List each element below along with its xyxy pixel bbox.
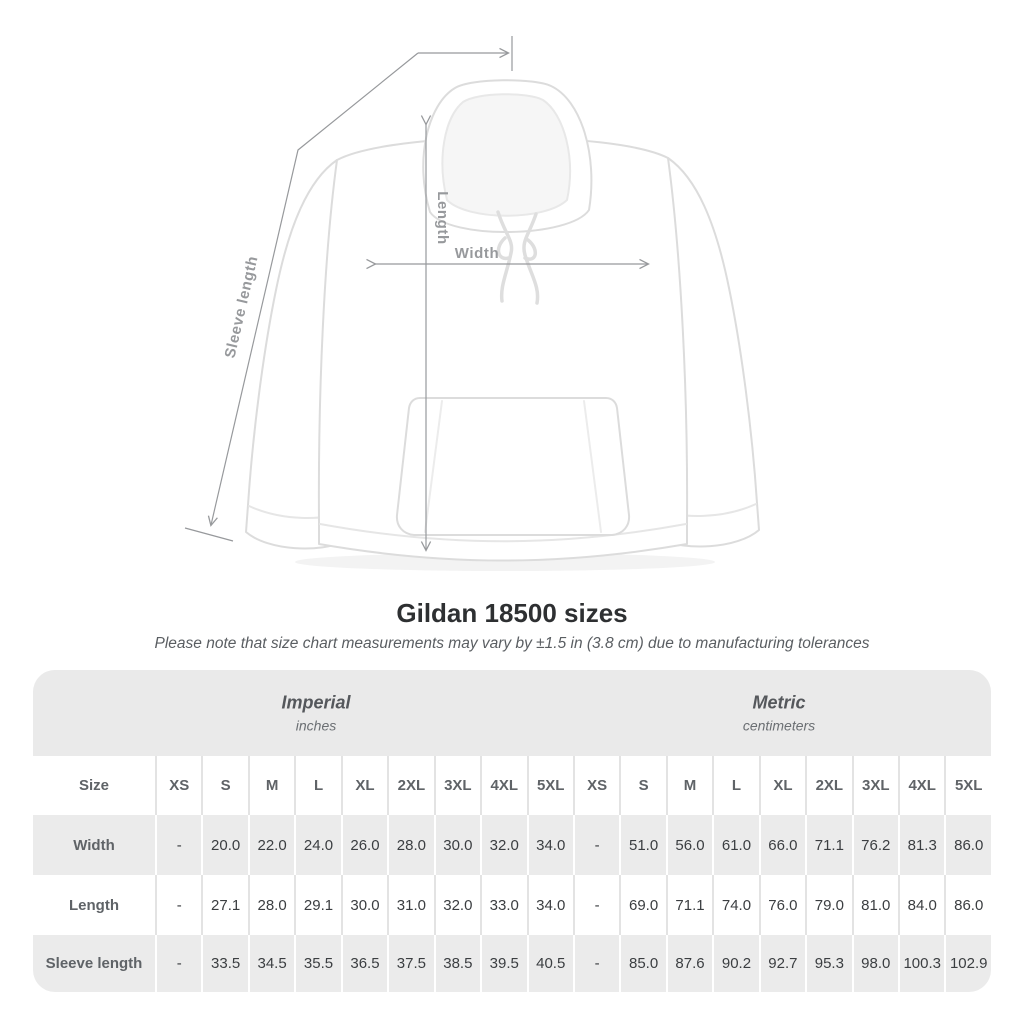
table-cell: 76.0 xyxy=(759,875,805,935)
table-cell: 20.0 xyxy=(201,815,247,875)
size-column-header: XS xyxy=(573,756,619,815)
size-column-header: M xyxy=(248,756,294,815)
table-cell: 26.0 xyxy=(341,815,387,875)
table-cell: 28.0 xyxy=(248,875,294,935)
table-cell: 36.5 xyxy=(341,935,387,992)
size-column-header: 2XL xyxy=(387,756,433,815)
table-cell: 33.0 xyxy=(480,875,526,935)
table-cell: 28.0 xyxy=(387,815,433,875)
sleeve-bottom-tick xyxy=(185,528,233,541)
imperial-header xyxy=(281,693,350,734)
hoodie-garment xyxy=(246,80,759,560)
table-row-sleeve-length xyxy=(33,935,991,992)
table-cell: 38.5 xyxy=(434,935,480,992)
table-row-width xyxy=(33,815,991,875)
table-cell: - xyxy=(155,935,201,992)
size-column-header: L xyxy=(712,756,758,815)
row-label: Sleeve length xyxy=(33,935,155,992)
table-cell: 56.0 xyxy=(666,815,712,875)
table-cell: 86.0 xyxy=(944,875,991,935)
size-column-header: L xyxy=(294,756,340,815)
table-cell: - xyxy=(573,935,619,992)
table-cell: 76.2 xyxy=(852,815,898,875)
size-table xyxy=(33,756,991,992)
table-cell: 22.0 xyxy=(248,815,294,875)
table-cell: 74.0 xyxy=(712,875,758,935)
metric-unit: centimeters xyxy=(742,717,816,734)
table-cell: 87.6 xyxy=(666,935,712,992)
table-cell: 86.0 xyxy=(944,815,991,875)
table-cell: 81.3 xyxy=(898,815,944,875)
size-column-header: S xyxy=(201,756,247,815)
table-cell: 27.1 xyxy=(201,875,247,935)
size-column-header: 4XL xyxy=(480,756,526,815)
table-cell: 35.5 xyxy=(294,935,340,992)
table-cell: 98.0 xyxy=(852,935,898,992)
size-column-header: 2XL xyxy=(805,756,851,815)
table-cell: 90.2 xyxy=(712,935,758,992)
imperial-unit: inches xyxy=(295,717,337,734)
sleeve-length-label: Sleeve length xyxy=(221,254,262,360)
table-cell: 51.0 xyxy=(619,815,665,875)
table-cell: - xyxy=(573,815,619,875)
size-column-header: M xyxy=(666,756,712,815)
table-cell: 37.5 xyxy=(387,935,433,992)
size-column-header: XS xyxy=(155,756,201,815)
table-cell: 85.0 xyxy=(619,935,665,992)
size-column-header: 4XL xyxy=(898,756,944,815)
size-chart xyxy=(33,670,991,992)
table-cell: 34.0 xyxy=(527,815,573,875)
table-row-length xyxy=(33,875,991,935)
size-column-header: 3XL xyxy=(852,756,898,815)
table-cell: 95.3 xyxy=(805,935,851,992)
size-column-header: 5XL xyxy=(944,756,991,815)
table-cell: 31.0 xyxy=(387,875,433,935)
page-subtitle: Please note that size chart measurements may vary by ±1.5 in (3.8 cm) due to manufacturing tolerances xyxy=(154,635,870,652)
width-label: Width xyxy=(454,245,500,262)
unit-header-band xyxy=(33,670,991,756)
table-cell: 29.1 xyxy=(294,875,340,935)
table-cell: 30.0 xyxy=(434,815,480,875)
imperial-label: Imperial xyxy=(281,692,351,713)
table-cell: 102.9 xyxy=(944,935,991,992)
size-column-header: XL xyxy=(341,756,387,815)
table-cell: - xyxy=(155,875,201,935)
table-cell: 100.3 xyxy=(898,935,944,992)
table-cell: 32.0 xyxy=(434,875,480,935)
metric-header xyxy=(743,693,815,734)
metric-label: Metric xyxy=(752,692,806,713)
table-cell: 84.0 xyxy=(898,875,944,935)
table-cell: - xyxy=(155,815,201,875)
table-cell: - xyxy=(573,875,619,935)
size-column-header: S xyxy=(619,756,665,815)
table-cell: 34.5 xyxy=(248,935,294,992)
row-label: Width xyxy=(33,815,155,875)
size-column-header: 3XL xyxy=(434,756,480,815)
size-header-row xyxy=(33,756,991,815)
title-block xyxy=(0,598,1024,653)
size-column-header: 5XL xyxy=(527,756,573,815)
table-cell: 61.0 xyxy=(712,815,758,875)
row-label: Length xyxy=(33,875,155,935)
table-cell: 71.1 xyxy=(805,815,851,875)
table-cell: 71.1 xyxy=(666,875,712,935)
page-title: Gildan 18500 sizes xyxy=(396,598,628,628)
table-cell: 24.0 xyxy=(294,815,340,875)
table-cell: 92.7 xyxy=(759,935,805,992)
table-cell: 33.5 xyxy=(201,935,247,992)
table-cell: 32.0 xyxy=(480,815,526,875)
size-header: Size xyxy=(33,756,155,815)
table-cell: 81.0 xyxy=(852,875,898,935)
table-cell: 40.5 xyxy=(527,935,573,992)
table-cell: 34.0 xyxy=(527,875,573,935)
length-label: Length xyxy=(434,191,451,245)
size-column-header: XL xyxy=(759,756,805,815)
table-cell: 39.5 xyxy=(480,935,526,992)
table-cell: 30.0 xyxy=(341,875,387,935)
table-cell: 79.0 xyxy=(805,875,851,935)
table-cell: 66.0 xyxy=(759,815,805,875)
table-cell: 69.0 xyxy=(619,875,665,935)
